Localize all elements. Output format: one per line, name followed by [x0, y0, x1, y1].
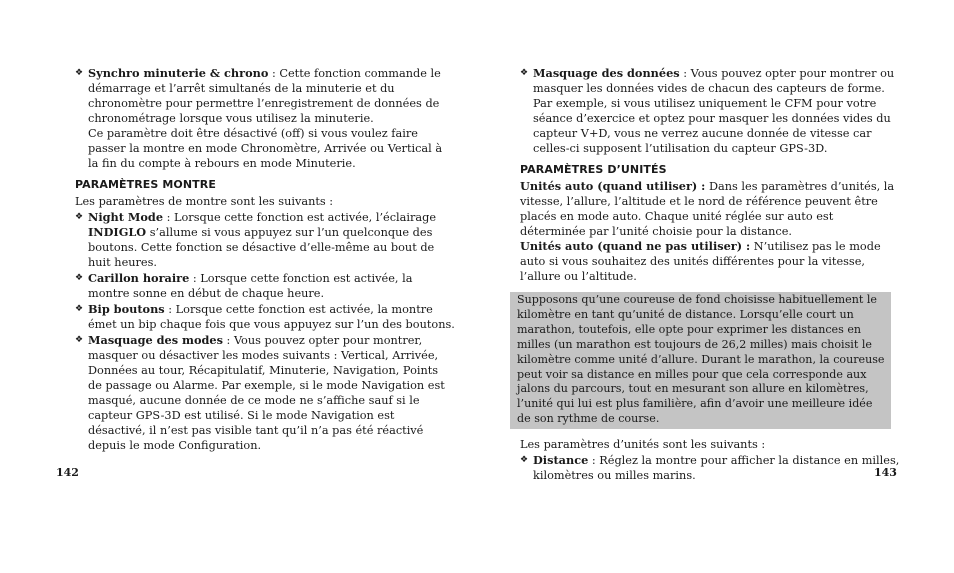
distance-text: : Réglez la montre pour afficher la distance en milles, kilomètres ou milles marins. — [533, 454, 900, 483]
bullet-night-mode — [75, 210, 455, 270]
auto-not-use-text: N’utilisez pas le mode auto si vous souhaitez des unités différentes pour la vitesse, l’allure ou l’altitude. — [520, 240, 881, 283]
diamond-bullet-icon: ❖ — [75, 212, 84, 222]
synchro-text-2: Ce paramètre doit être désactivé (off) si vous voulez faire passer la montre en mode Chronomètre, Arrivée ou Vertical à la fin du compte à rebours en mode Minuterie. — [88, 127, 443, 170]
synchro-text: : Cette fonction commande le démarrage et l’arrêt simultanés de la minuterie et du chronomètre pour permettre l’enregistrement de données de chronométrage lorsque vous utilisez la minuterie. — [88, 67, 441, 125]
auto-not-use-paragraph — [520, 239, 900, 284]
auto-use-paragraph — [520, 179, 900, 239]
heading-parametres-montre: PARAMÈTRES MONTRE — [75, 178, 216, 191]
auto-not-use-label: Unités auto (quand ne pas utiliser) : — [520, 239, 751, 253]
page-number-right: 143 — [874, 466, 897, 479]
right-page-content — [517, 65, 900, 483]
carillon-label: Carillon horaire — [88, 271, 190, 285]
synchro-label: Synchro minuterie & chrono — [88, 66, 269, 80]
left-page-content — [75, 65, 455, 453]
indiglo-label: INDIGLO — [88, 225, 147, 239]
masquage-modes-text: : Vous pouvez opter pour montrer, masquer ou désactiver les modes suivants : Vertical, Arrivée, Données au tour, Récapitulatif, Minuterie, Navigation, Points de passage ou Alarme. Par exemple, si le mode Navigation est masqué, aucune donnée de ce mode ne s’affiche sauf si le capteur GPS-3D est utilisé. Si le mode Navigation est désactivé, il n’est pas visible tant qu’il n’a pas été réactivé depuis le mode Configuration. — [88, 334, 445, 452]
diamond-bullet-icon: ❖ — [75, 68, 84, 78]
diamond-bullet-icon: ❖ — [75, 273, 84, 283]
night-mode-text-2: s’allume si vous appuyez sur l’un quelconque des boutons. Cette fonction se désactive d’elle-même au bout de huit heures. — [88, 226, 435, 269]
bullet-masquage-modes — [75, 333, 455, 453]
masquage-donnees-text: : Vous pouvez opter pour montrer ou masquer les données vides de chacun des capteurs de forme. Par exemple, si vous utilisez uniquement le CFM pour votre séance d’exercice et optez pour masquer les données vides du capteur V+D, vous ne verrez aucune donnée de vitesse car celles-ci supposent l’utilisation du capteur GPS-3D. — [533, 67, 895, 155]
intro-unites: Les paramètres d’unités sont les suivants : — [520, 438, 766, 452]
auto-use-label: Unités auto (quand utiliser) : — [520, 179, 706, 193]
heading-parametres-unites: PARAMÈTRES D’UNITÉS — [520, 163, 667, 176]
diamond-bullet-icon: ❖ — [520, 455, 529, 466]
bullet-masquage-donnees — [520, 66, 900, 156]
bip-label: Bip boutons — [88, 302, 165, 316]
bullet-carillon — [75, 271, 455, 301]
diamond-bullet-icon: ❖ — [75, 335, 84, 345]
masquage-modes-label: Masquage des modes — [88, 333, 223, 347]
page-number-left: 142 — [56, 466, 79, 479]
night-mode-label: Night Mode — [88, 210, 164, 224]
night-mode-text-1: : Lorsque cette fonction est activée, l’éclairage — [163, 211, 437, 224]
bullet-distance — [520, 453, 900, 483]
diamond-bullet-icon: ❖ — [75, 304, 84, 314]
carillon-text: : Lorsque cette fonction est activée, la montre sonne en début de chaque heure. — [88, 272, 413, 300]
bip-text: : Lorsque cette fonction est activée, la montre émet un bip chaque fois que vous appuyez sur l’un des boutons. — [88, 303, 455, 331]
auto-use-text: Dans les paramètres d’unités, la vitesse, l’allure, l’altitude et le nord de référence peuvent être placés en mode auto. Chaque unité réglée sur auto est déterminée par l’unité choisie pour la distance. — [520, 180, 895, 238]
bullet-bip — [75, 302, 455, 332]
intro-montre: Les paramètres de montre sont les suivants : — [75, 195, 334, 208]
example-note-box: Supposons qu’une coureuse de fond choisisse habituellement le kilomètre en tant qu’unité de distance. Lorsqu’elle court un marathon, toutefois, elle opte pour exprimer les distances en milles (un marathon est toujours de 26,2 milles) mais choisit le kilomètre comme unité d’allure. Durant le marathon, la coureuse peut voir sa distance en milles pour que cela corresponde aux jalons du parcours, tout en mesurant son allure en kilomètres, l’unité qui lui est plus familière, afin d’avoir une meilleure idée de son rythme de course. — [510, 292, 891, 429]
diamond-bullet-icon: ❖ — [520, 68, 529, 78]
distance-label: Distance — [533, 453, 589, 468]
masquage-donnees-label: Masquage des données — [533, 66, 680, 80]
bullet-synchro — [75, 66, 455, 171]
